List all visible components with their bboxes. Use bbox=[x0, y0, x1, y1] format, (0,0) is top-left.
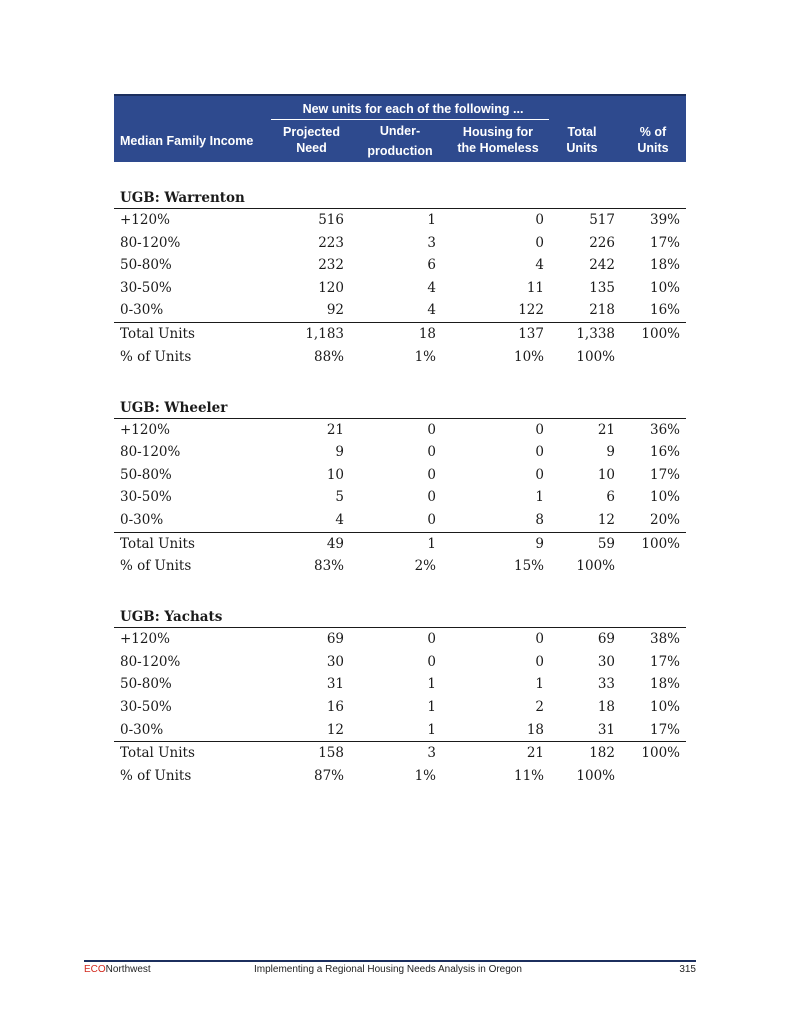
table-row bbox=[114, 209, 686, 232]
table-cell: 21 bbox=[526, 745, 544, 762]
table-cell: 100% bbox=[641, 745, 680, 762]
table-cell: 30 bbox=[597, 653, 615, 670]
table-cell: 0 bbox=[427, 466, 436, 483]
table-cell: 1,338 bbox=[576, 325, 615, 342]
table-cell: 218 bbox=[589, 302, 615, 319]
table-cell: 1,183 bbox=[305, 325, 344, 342]
table-cell: 100% bbox=[576, 767, 615, 784]
row-label: Total Units bbox=[120, 325, 195, 342]
section-title: UGB: Wheeler bbox=[114, 398, 686, 419]
row-label: 50-80% bbox=[120, 257, 172, 274]
row-label: 80-120% bbox=[120, 653, 181, 670]
table-cell: 92 bbox=[326, 302, 344, 319]
table-cell: 9 bbox=[335, 444, 344, 461]
table-row bbox=[114, 696, 686, 719]
row-label: 30-50% bbox=[120, 489, 172, 506]
row-label-header: Median Family Income bbox=[120, 134, 254, 148]
table-cell: 0 bbox=[535, 466, 544, 483]
table-cell: 17% bbox=[649, 721, 680, 738]
table-cell: 18% bbox=[649, 257, 680, 274]
table-cell: 10 bbox=[597, 466, 615, 483]
table-cell: 516 bbox=[318, 212, 344, 228]
table-cell: 158 bbox=[318, 745, 344, 762]
table-cell: 2 bbox=[535, 698, 544, 715]
table-cell: 1% bbox=[414, 767, 436, 784]
row-label: 50-80% bbox=[120, 676, 172, 693]
table-cell: 0 bbox=[535, 421, 544, 438]
row-label: Total Units bbox=[120, 535, 195, 552]
table-cell: 12 bbox=[597, 511, 615, 528]
table-cell: 4 bbox=[535, 257, 544, 274]
row-label: 0-30% bbox=[120, 302, 164, 319]
table-cell: 9 bbox=[535, 535, 544, 552]
table-cell: 31 bbox=[597, 721, 615, 738]
table-cell: 1% bbox=[414, 348, 436, 365]
table-cell: 122 bbox=[518, 302, 544, 319]
table-cell: 120 bbox=[318, 279, 344, 296]
table-cell: 11 bbox=[526, 279, 544, 296]
table-row bbox=[114, 299, 686, 322]
table-cell: 100% bbox=[576, 558, 615, 575]
table-cell: 16 bbox=[326, 698, 344, 715]
footer-title: Implementing a Regional Housing Needs Analysis in Oregon bbox=[254, 964, 522, 975]
footer-rule bbox=[84, 960, 696, 962]
table-cell: 33 bbox=[597, 676, 615, 693]
table-cell: 10% bbox=[513, 348, 544, 365]
table-cell: 10% bbox=[649, 279, 680, 296]
table-header bbox=[114, 94, 686, 162]
percent-row bbox=[114, 346, 686, 370]
table-cell: 21 bbox=[326, 421, 344, 438]
table-cell: 69 bbox=[597, 631, 615, 648]
table-cell: 0 bbox=[427, 421, 436, 438]
table-cell: 226 bbox=[589, 234, 615, 251]
row-label: 80-120% bbox=[120, 444, 181, 461]
table-cell: 20% bbox=[649, 511, 680, 528]
table-cell: 0 bbox=[535, 234, 544, 251]
table-cell: 18 bbox=[597, 698, 615, 715]
row-label: Total Units bbox=[120, 745, 195, 762]
table-cell: 17% bbox=[649, 653, 680, 670]
table-cell: 5 bbox=[335, 489, 344, 506]
table-cell: 6 bbox=[606, 489, 615, 506]
table-cell: 3 bbox=[427, 234, 436, 251]
table-cell: 16% bbox=[649, 302, 680, 319]
row-label: % of Units bbox=[120, 558, 192, 575]
page-number: 315 bbox=[679, 964, 696, 975]
table-cell: 12 bbox=[326, 721, 344, 738]
table-cell: 4 bbox=[427, 279, 436, 296]
table-cell: 83% bbox=[313, 558, 344, 575]
ugb-section bbox=[114, 398, 686, 580]
table-cell: 21 bbox=[597, 421, 615, 438]
table-row bbox=[114, 719, 686, 742]
table-row bbox=[114, 254, 686, 277]
row-label: 0-30% bbox=[120, 721, 164, 738]
table-cell: 59 bbox=[597, 535, 615, 552]
table-cell: 88% bbox=[313, 348, 344, 365]
table-cell: 1 bbox=[427, 721, 436, 738]
table-cell: 1 bbox=[427, 676, 436, 693]
table-cell: 135 bbox=[589, 279, 615, 296]
total-row bbox=[114, 532, 686, 556]
table-cell: 18% bbox=[649, 676, 680, 693]
table-cell: 18 bbox=[418, 325, 436, 342]
table-cell: 9 bbox=[606, 444, 615, 461]
section-title: UGB: Yachats bbox=[114, 607, 686, 628]
group-header-rule bbox=[271, 119, 549, 120]
table-cell: 0 bbox=[427, 444, 436, 461]
percent-row bbox=[114, 765, 686, 789]
table-cell: 15% bbox=[513, 558, 544, 575]
table-cell: 0 bbox=[427, 653, 436, 670]
table-cell: 39% bbox=[649, 212, 680, 228]
table-cell: 1 bbox=[535, 676, 544, 693]
table-cell: 1 bbox=[427, 212, 436, 228]
percent-row bbox=[114, 555, 686, 579]
section-title: UGB: Warrenton bbox=[114, 188, 686, 209]
table-cell: 232 bbox=[318, 257, 344, 274]
table-cell: 11% bbox=[513, 767, 544, 784]
table-cell: 517 bbox=[589, 212, 615, 228]
table-cell: 30 bbox=[326, 653, 344, 670]
table-cell: 223 bbox=[318, 234, 344, 251]
table-cell: 69 bbox=[326, 631, 344, 648]
table-cell: 16% bbox=[649, 444, 680, 461]
row-label: % of Units bbox=[120, 348, 192, 365]
table-cell: 0 bbox=[535, 444, 544, 461]
row-label: 30-50% bbox=[120, 279, 172, 296]
table-row bbox=[114, 486, 686, 509]
table-cell: 10% bbox=[649, 698, 680, 715]
table-cell: 10% bbox=[649, 489, 680, 506]
table-cell: 4 bbox=[335, 511, 344, 528]
table-row bbox=[114, 673, 686, 696]
table-row bbox=[114, 628, 686, 651]
row-label: 0-30% bbox=[120, 511, 164, 528]
table-cell: 182 bbox=[589, 745, 615, 762]
col-header-pct-units: % of Units bbox=[637, 125, 669, 155]
ugb-section bbox=[114, 188, 686, 370]
table-row bbox=[114, 509, 686, 532]
table-body bbox=[114, 188, 686, 789]
col-header-projected-need: Projected Need bbox=[283, 125, 340, 155]
table-cell: 0 bbox=[535, 653, 544, 670]
col-header-underproduction: Under- production bbox=[367, 124, 433, 158]
ugb-section bbox=[114, 607, 686, 789]
table-cell: 10 bbox=[326, 466, 344, 483]
col-header-total-units: Total Units bbox=[566, 125, 598, 155]
table-cell: 100% bbox=[641, 535, 680, 552]
table-cell: 8 bbox=[535, 511, 544, 528]
table-cell: 6 bbox=[427, 257, 436, 274]
table-cell: 0 bbox=[427, 631, 436, 648]
table-row bbox=[114, 277, 686, 300]
table-cell: 2% bbox=[414, 558, 436, 575]
table-cell: 3 bbox=[427, 745, 436, 762]
table-cell: 49 bbox=[326, 535, 344, 552]
table-cell: 100% bbox=[576, 348, 615, 365]
row-label: +120% bbox=[120, 631, 170, 648]
total-row bbox=[114, 322, 686, 346]
table-row bbox=[114, 651, 686, 674]
table-row bbox=[114, 441, 686, 464]
table-cell: 18 bbox=[526, 721, 544, 738]
table-cell: 87% bbox=[313, 767, 344, 784]
table-cell: 4 bbox=[427, 302, 436, 319]
table-cell: 1 bbox=[427, 535, 436, 552]
row-label: 50-80% bbox=[120, 466, 172, 483]
footer-brand: ECONorthwest bbox=[84, 964, 151, 975]
row-label: 80-120% bbox=[120, 234, 181, 251]
table-cell: 137 bbox=[518, 325, 544, 342]
table-cell: 0 bbox=[535, 212, 544, 228]
table-cell: 1 bbox=[535, 489, 544, 506]
total-row bbox=[114, 741, 686, 765]
housing-needs-table bbox=[114, 94, 686, 789]
row-label: +120% bbox=[120, 421, 170, 438]
table-cell: 1 bbox=[427, 698, 436, 715]
table-cell: 31 bbox=[326, 676, 344, 693]
row-label: +120% bbox=[120, 212, 170, 228]
col-header-housing-homeless: Housing for the Homeless bbox=[457, 125, 539, 155]
table-row bbox=[114, 232, 686, 255]
table-row bbox=[114, 464, 686, 487]
table-cell: 100% bbox=[641, 325, 680, 342]
table-cell: 17% bbox=[649, 466, 680, 483]
row-label: % of Units bbox=[120, 767, 192, 784]
table-cell: 0 bbox=[427, 511, 436, 528]
table-cell: 36% bbox=[649, 421, 680, 438]
table-cell: 242 bbox=[589, 257, 615, 274]
table-cell: 38% bbox=[649, 631, 680, 648]
table-cell: 0 bbox=[427, 489, 436, 506]
table-row bbox=[114, 419, 686, 442]
table-cell: 0 bbox=[535, 631, 544, 648]
table-cell: 17% bbox=[649, 234, 680, 251]
group-header: New units for each of the following ... bbox=[302, 102, 524, 116]
row-label: 30-50% bbox=[120, 698, 172, 715]
